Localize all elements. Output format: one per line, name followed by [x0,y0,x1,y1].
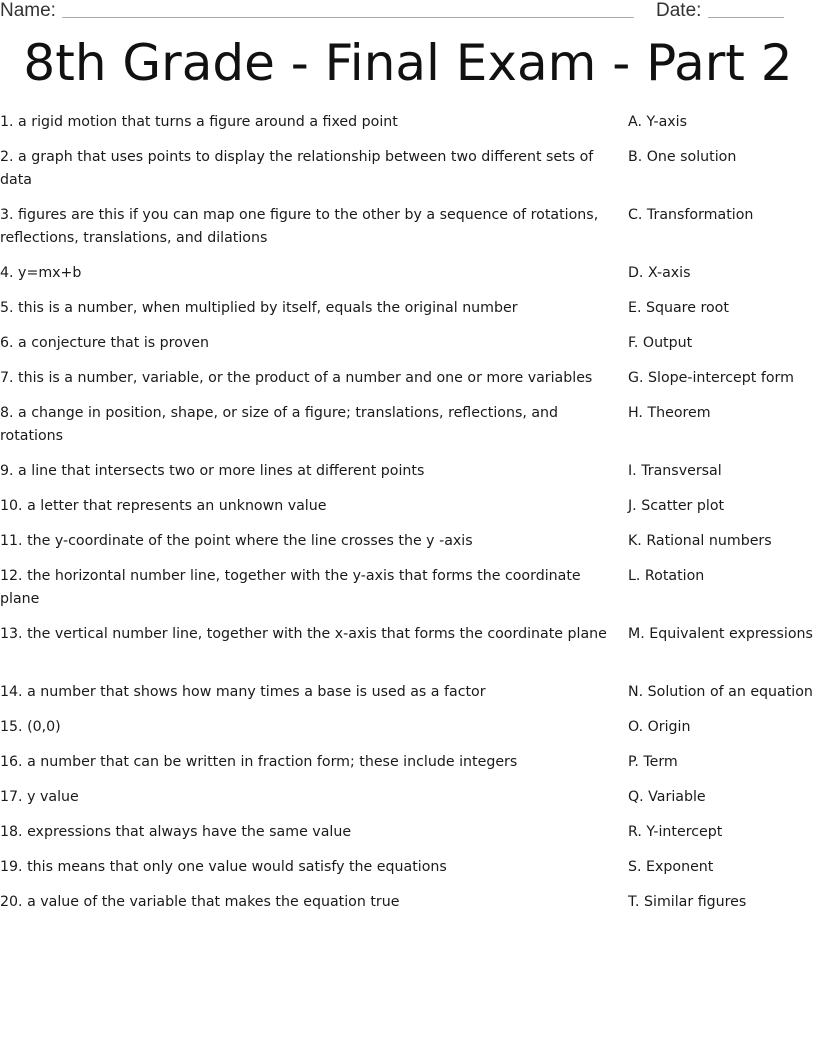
answer-option: B. One solution [628,149,737,165]
clue-text: 8. a change in position, shape, or size of a figure; translations, reflections, and rotations [0,405,559,444]
answer-option: N. Solution of an equation [628,684,813,700]
answer-option: O. Origin [628,719,691,735]
question-row [0,495,816,530]
answer-option: I. Transversal [628,463,722,479]
answer-option: H. Theorem [628,405,711,421]
question-row [0,332,816,367]
answer-option: A. Y-axis [628,114,687,130]
name-field[interactable] [62,17,634,18]
clue-text: 14. a number that shows how many times a base is used as a factor [0,684,486,700]
date-field[interactable] [708,17,784,18]
answer-option: T. Similar figures [628,894,747,910]
clue-text: 1. a rigid motion that turns a figure around a fixed point [0,114,398,130]
date-label: Date: [656,0,702,21]
question-row [0,681,816,716]
question-row [0,460,816,495]
question-row [0,565,816,623]
answer-option: C. Transformation [628,207,754,223]
answer-option: K. Rational numbers [628,533,772,549]
clue-text: 3. figures are this if you can map one figure to the other by a sequence of rotations, reflections, translations, and dilations [0,207,599,246]
clue-text: 7. this is a number, variable, or the product of a number and one or more variables [0,370,593,386]
answer-option: P. Term [628,754,678,770]
clue-text: 2. a graph that uses points to display the relationship between two different sets of data [0,149,594,188]
name-label: Name: [0,0,56,21]
question-row [0,821,816,856]
question-row [0,716,816,751]
question-row [0,751,816,786]
clue-text: 19. this means that only one value would satisfy the equations [0,859,447,875]
clue-text: 9. a line that intersects two or more lines at different points [0,463,425,479]
answer-option: M. Equivalent expressions [628,626,813,642]
question-row [0,786,816,821]
clue-text: 5. this is a number, when multiplied by itself, equals the original number [0,300,518,316]
clue-text: 10. a letter that represents an unknown value [0,498,327,514]
question-row [0,367,816,402]
clue-text: 11. the y-coordinate of the point where the line crosses the y -axis [0,533,473,549]
clue-text: 4. y=mx+b [0,265,82,281]
clue-text: 17. y value [0,789,79,805]
question-row [0,204,816,262]
question-row [0,111,816,146]
clue-text: 18. expressions that always have the same value [0,824,352,840]
page-title: 8th Grade - Final Exam - Part 2 [23,34,793,92]
matching-list [0,111,816,926]
clue-text: 20. a value of the variable that makes the equation true [0,894,400,910]
clue-text: 15. (0,0) [0,719,61,735]
clue-text: 13. the vertical number line, together with the x-axis that forms the coordinate plane [0,626,607,642]
clue-text: 12. the horizontal number line, together with the y-axis that forms the coordinate plane [0,568,581,607]
answer-option: Q. Variable [628,789,706,805]
question-row [0,402,816,460]
answer-option: R. Y-intercept [628,824,723,840]
answer-option: J. Scatter plot [628,498,725,514]
question-row [0,262,816,297]
answer-option: L. Rotation [628,568,705,584]
question-row [0,530,816,565]
answer-option: S. Exponent [628,859,714,875]
answer-option: D. X-axis [628,265,691,281]
answer-option: E. Square root [628,300,729,316]
answer-option: G. Slope-intercept form [628,370,794,386]
question-row [0,146,816,204]
answer-option: F. Output [628,335,693,351]
clue-text: 6. a conjecture that is proven [0,335,209,351]
question-row [0,297,816,332]
question-row [0,891,816,926]
header [0,0,816,22]
question-row [0,623,816,681]
question-row [0,856,816,891]
clue-text: 16. a number that can be written in fraction form; these include integers [0,754,518,770]
